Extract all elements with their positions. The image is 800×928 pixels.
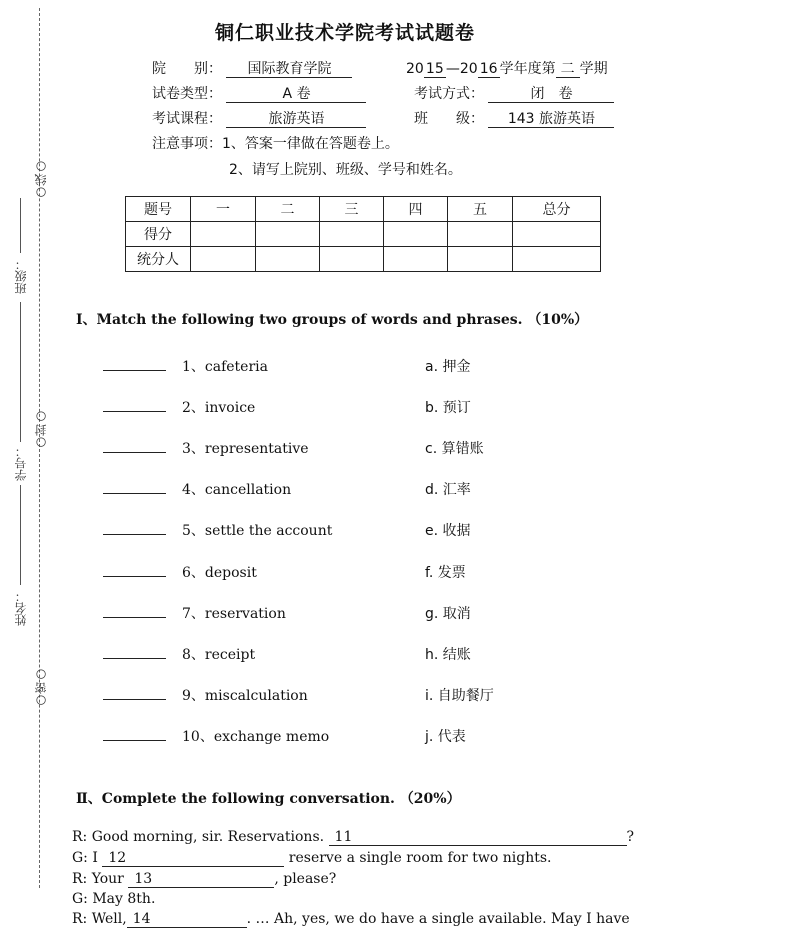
line-1-text: R: Good morning, sir. Reservations.	[72, 829, 325, 845]
score-header-cell: 三	[320, 197, 384, 222]
answer-blank-12[interactable]	[102, 850, 284, 867]
score-cell[interactable]	[448, 222, 513, 247]
match-english-term: 1、cafeteria	[182, 359, 268, 375]
grader-cell[interactable]	[191, 247, 256, 272]
match-english-term: 4、cancellation	[182, 482, 292, 498]
score-row-label: 得分	[126, 222, 191, 247]
term-suffix: 学期	[579, 61, 608, 77]
match-answer-blank[interactable]	[103, 534, 166, 535]
score-cell[interactable]	[191, 222, 256, 247]
course-value: 旅游英语	[226, 111, 366, 128]
blank-number-12: 12	[108, 850, 127, 866]
match-answer-blank[interactable]	[103, 576, 166, 577]
answer-blank-11[interactable]	[329, 829, 627, 846]
match-chinese-term: c. 算错账	[425, 441, 484, 457]
match-answer-blank[interactable]	[103, 493, 166, 494]
college-value: 国际教育学院	[226, 61, 352, 78]
grader-row-label: 统分人	[126, 247, 191, 272]
year-start: 15	[424, 61, 446, 78]
score-cell[interactable]	[320, 222, 384, 247]
match-english-term: 2、invoice	[182, 400, 256, 416]
section-2-title: Ⅱ、Complete the following conversation. （20%）	[76, 791, 461, 807]
answer-blank-13[interactable]	[128, 871, 274, 888]
grader-cell[interactable]	[320, 247, 384, 272]
paper-type-value: A 卷	[226, 86, 366, 103]
exam-method-label: 考试方式：	[414, 86, 484, 102]
grader-cell[interactable]	[448, 247, 513, 272]
match-chinese-term: a. 押金	[425, 359, 471, 375]
score-header-cell: 五	[448, 197, 513, 222]
margin-secret-mark: ○密○	[34, 668, 48, 708]
match-english-term: 10、exchange memo	[182, 729, 330, 745]
score-row	[126, 222, 601, 247]
course-row	[152, 108, 366, 128]
match-answer-blank[interactable]	[103, 370, 166, 371]
match-chinese-term: d. 汇率	[425, 482, 471, 498]
note-2: 2、请写上院别、班级、学号和姓名。	[229, 162, 462, 178]
match-answer-blank[interactable]	[103, 411, 166, 412]
match-answer-blank[interactable]	[103, 699, 166, 700]
notes-row	[152, 133, 399, 153]
score-cell[interactable]	[256, 222, 320, 247]
year-end: 16	[478, 61, 500, 78]
year-prefix: 20	[406, 61, 424, 77]
match-chinese-term: b. 预订	[425, 400, 471, 416]
year-term-prefix: 学年度第	[499, 61, 556, 77]
conversation-line-4: G: May 8th.	[72, 891, 156, 907]
conversation-line-1	[72, 829, 634, 846]
exam-method-value: 闭 卷	[488, 86, 614, 103]
match-english-term: 7、reservation	[182, 606, 286, 622]
margin-name-line-top	[20, 485, 21, 585]
grader-row	[126, 247, 601, 272]
grader-cell[interactable]	[384, 247, 448, 272]
match-chinese-term: j. 代表	[425, 729, 466, 745]
exam-method-row	[414, 83, 614, 103]
score-table-header-row	[126, 197, 601, 222]
class-row	[414, 108, 614, 128]
match-chinese-term: g. 取消	[425, 606, 471, 622]
college-label: 院 别：	[152, 61, 222, 77]
match-answer-blank[interactable]	[103, 658, 166, 659]
course-label: 考试课程：	[152, 111, 222, 127]
match-english-term: 8、receipt	[182, 647, 256, 663]
line-5-text-a: R: Well,	[72, 911, 127, 927]
margin-class-line	[20, 198, 21, 253]
match-english-term: 9、miscalculation	[182, 688, 308, 704]
note-1: 1、答案一律做在答题卷上。	[222, 136, 399, 152]
match-english-term: 3、representative	[182, 441, 309, 457]
notes-label: 注意事项：	[152, 136, 222, 152]
class-value: 143 旅游英语	[488, 111, 614, 128]
match-chinese-term: e. 收据	[425, 523, 471, 539]
score-cell[interactable]	[384, 222, 448, 247]
conversation-line-5	[72, 911, 630, 928]
grader-cell[interactable]	[513, 247, 601, 272]
score-header-cell: 四	[384, 197, 448, 222]
match-answer-blank[interactable]	[103, 617, 166, 618]
conversation-line-2	[72, 850, 551, 867]
score-header-cell: 二	[256, 197, 320, 222]
class-label: 班 级：	[414, 111, 484, 127]
match-english-term: 6、deposit	[182, 565, 257, 581]
match-chinese-term: i. 自助餐厅	[425, 688, 494, 704]
answer-blank-14[interactable]	[127, 911, 247, 928]
line-2-text-a: G: I	[72, 850, 98, 866]
grader-cell[interactable]	[256, 247, 320, 272]
margin-seal-mark: ○封○	[34, 410, 48, 450]
paper-type-label: 试卷类型：	[152, 86, 222, 102]
term-value: 二	[556, 61, 580, 78]
score-header-cell: 总分	[513, 197, 601, 222]
exam-title: 铜仁职业技术学院考试试题卷	[214, 22, 475, 44]
line-3-text-b: , please?	[274, 871, 337, 887]
score-header-cell: 题号	[126, 197, 191, 222]
blank-number-13: 13	[134, 871, 153, 887]
section-1-title: Ⅰ、Match the following two groups of words and phrases. （10%）	[76, 312, 589, 328]
score-header-cell: 一	[191, 197, 256, 222]
blank-number-14: 14	[132, 911, 151, 927]
match-answer-blank[interactable]	[103, 452, 166, 453]
match-english-term: 5、settle the account	[182, 523, 333, 539]
match-chinese-term: h. 结账	[425, 647, 471, 663]
score-cell[interactable]	[513, 222, 601, 247]
college-row	[152, 58, 352, 78]
margin-name-label: 姓名：	[14, 590, 28, 626]
match-chinese-term: f. 发票	[425, 565, 466, 581]
academic-year-row	[406, 58, 608, 78]
margin-line-mark: ○线○	[34, 160, 48, 200]
line-3-text-a: R: Your	[72, 871, 124, 887]
match-answer-blank[interactable]	[103, 740, 166, 741]
margin-class-label: 班级：	[14, 258, 28, 294]
line-2-text-b: reserve a single room for two nights.	[288, 850, 552, 866]
paper-type-row	[152, 83, 366, 103]
margin-student-id-label: 学号：	[14, 445, 28, 481]
conversation-line-3	[72, 871, 336, 888]
score-table	[125, 196, 601, 272]
blank-number-11: 11	[334, 829, 353, 845]
year-mid: —20	[445, 61, 478, 77]
line-5-text-b: . … Ah, yes, we do have a single available. May I have	[246, 911, 630, 927]
line-1-end: ?	[626, 829, 635, 845]
margin-id-line-top	[20, 302, 21, 442]
